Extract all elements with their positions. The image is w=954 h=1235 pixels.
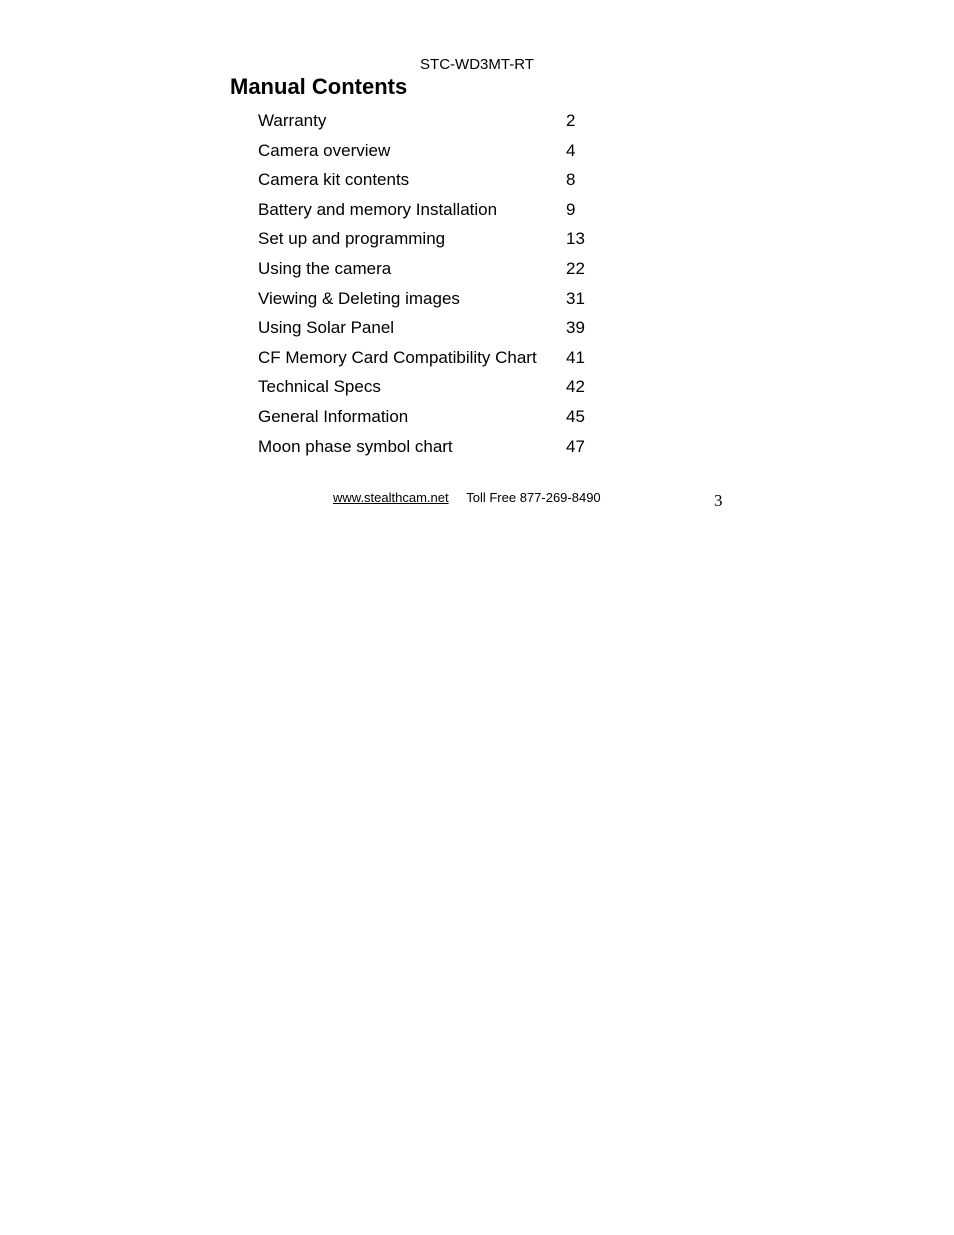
toc-entry-general-information (258, 405, 618, 435)
toc-entry-label: Moon phase symbol chart (258, 436, 453, 456)
toc-entry-label: Viewing & Deleting images (258, 288, 460, 308)
toc-entry-using-solar-panel (258, 316, 618, 346)
toc-entry-camera-kit-contents (258, 168, 618, 198)
toc-entry-page: 41 (566, 347, 585, 367)
website-link[interactable]: www.stealthcam.net (333, 490, 449, 505)
toc-entry-page: 42 (566, 377, 585, 397)
toc-entry-page: 22 (566, 258, 585, 278)
toc-entry-label: Using the camera (258, 258, 392, 278)
document-model-header: STC-WD3MT-RT (420, 56, 534, 73)
toll-free-phone: Toll Free 877-269-8490 (466, 490, 601, 505)
toc-entry-page: 9 (566, 199, 576, 219)
toc-entry-page: 39 (566, 318, 585, 338)
toc-entry-label: Camera kit contents (258, 170, 410, 190)
toc-entry-page: 8 (566, 170, 576, 190)
toc-entry-battery-memory-installation (258, 198, 618, 228)
toc-entry-page: 2 (566, 111, 576, 130)
toc-entry-page: 45 (566, 406, 585, 426)
toc-entry-label: Battery and memory Installation (258, 199, 498, 219)
toc-entry-cf-memory-card-chart (258, 346, 618, 376)
toc-entry-page: 47 (566, 436, 585, 456)
toc-entry-viewing-deleting-images (258, 287, 618, 317)
toc-entry-page: 31 (566, 288, 585, 308)
page-number: 3 (714, 491, 723, 510)
toc-entry-label: Camera overview (258, 140, 391, 160)
page-title: Manual Contents (230, 74, 408, 99)
toc-entry-camera-overview (258, 139, 618, 169)
toc-entry-moon-phase-chart (258, 435, 618, 465)
toc-entry-technical-specs (258, 375, 618, 405)
toc-entry-label: CF Memory Card Compatibility Chart (258, 347, 537, 367)
toc-entry-label: Set up and programming (258, 229, 446, 249)
toc-entry-label: Technical Specs (258, 377, 381, 397)
page-footer (333, 488, 601, 508)
toc-entry-warranty (258, 109, 618, 139)
toc-entry-label: Using Solar Panel (258, 318, 395, 338)
toc-entry-page: 4 (566, 140, 576, 160)
toc-entry-page: 13 (566, 229, 585, 249)
toc-entry-using-the-camera (258, 257, 618, 287)
table-of-contents (258, 109, 618, 464)
toc-entry-set-up-programming (258, 227, 618, 257)
toc-entry-label: Warranty (258, 111, 327, 130)
toc-entry-label: General Information (258, 406, 409, 426)
